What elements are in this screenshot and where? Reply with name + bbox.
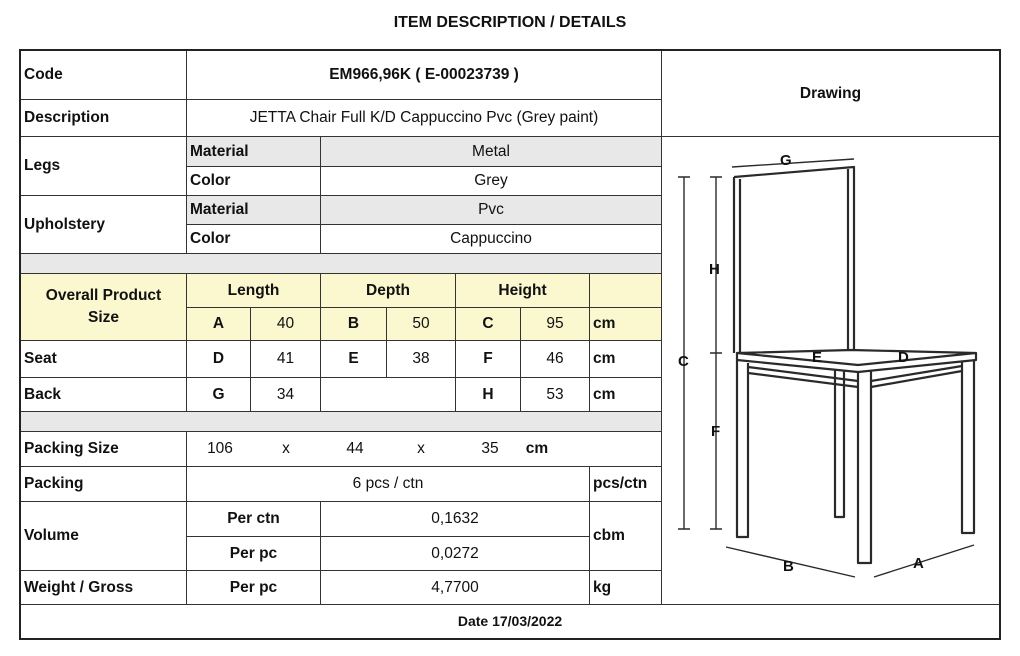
c-value: 95 (546, 315, 564, 332)
packing-unit: pcs/ctn (593, 475, 648, 492)
legs-color-value: Grey (474, 171, 508, 189)
packing-size-length: 106 (207, 440, 233, 457)
packing-size-x2: x (417, 440, 425, 457)
e-value: 38 (412, 350, 430, 367)
dim-g-line (732, 159, 854, 167)
upholstery-material-value: Pvc (478, 200, 504, 218)
d-label: D (212, 350, 225, 367)
drawing-letter-e: E (812, 349, 823, 366)
drawing-letter-c: C (678, 353, 689, 370)
packing-value: 6 pcs / ctn (352, 475, 424, 492)
length-label: Length (227, 281, 280, 299)
upholstery-label: Upholstery (24, 215, 105, 233)
seat-unit: cm (593, 350, 616, 367)
drawing-letter-d: D (898, 349, 909, 366)
description-value: JETTA Chair Full K/D Cappuccino Pvc (Grey paint) (249, 109, 599, 126)
weight-value: 4,7700 (431, 578, 479, 596)
b-value: 50 (412, 315, 430, 332)
a-value: 40 (276, 315, 295, 332)
packing-size-label: Packing Size (24, 440, 119, 457)
g-label: G (212, 385, 225, 403)
upholstery-color-value: Cappuccino (450, 229, 532, 247)
d-value: 41 (276, 350, 295, 367)
e-label: E (348, 350, 359, 367)
packing-label: Packing (24, 475, 84, 492)
weight-label: Weight / Gross (24, 578, 134, 596)
drawing-letter-h: H (709, 261, 720, 278)
packing-size-width: 44 (346, 440, 364, 457)
volume-label: Volume (24, 527, 79, 544)
g-value: 34 (276, 385, 295, 403)
depth-label: Depth (366, 281, 410, 299)
code-value: EM966,96K ( E-00023739 ) (329, 66, 519, 83)
chair-leg (962, 360, 974, 533)
volume-unit: cbm (593, 527, 625, 544)
legs-label: Legs (24, 157, 61, 174)
upholstery-material-label: Material (190, 200, 249, 218)
drawing-letter-a: A (913, 555, 924, 572)
back-label: Back (24, 385, 62, 403)
volume-per-pc-label: Per pc (229, 544, 278, 562)
drawing-letter-f: F (711, 423, 721, 440)
height-label: Height (498, 281, 547, 299)
packing-size-unit: cm (525, 440, 549, 457)
weight-unit: kg (593, 578, 612, 596)
chair-leg (835, 369, 844, 517)
volume-per-pc-value: 0,0272 (431, 544, 479, 562)
overall-size-label: Overall Product Size (45, 287, 162, 326)
date-footer: Date 17/03/2022 (457, 613, 563, 629)
dim-a-line (874, 545, 974, 577)
h-value: 53 (546, 385, 564, 403)
page-title: ITEM DESCRIPTION / DETAILS (393, 14, 627, 31)
chair-backrest (734, 167, 854, 353)
seat-label: Seat (24, 350, 57, 367)
chair-leg (858, 371, 871, 563)
f-label: F (483, 350, 493, 367)
drawing-letter-b: B (783, 558, 794, 575)
code-label: Code (24, 66, 63, 83)
back-unit: cm (593, 385, 616, 403)
packing-size-x1: x (282, 440, 290, 457)
upholstery-color-label: Color (190, 229, 231, 247)
overall-unit: cm (593, 315, 616, 332)
b-label: B (347, 315, 360, 332)
chair-leg (737, 360, 748, 537)
legs-material-value: Metal (472, 142, 510, 160)
legs-color-label: Color (190, 171, 231, 189)
legs-material-label: Material (190, 142, 249, 160)
c-label: C (482, 315, 494, 332)
f-value: 46 (546, 350, 564, 367)
a-label: A (212, 315, 225, 332)
packing-size-height: 35 (481, 440, 499, 457)
description-label: Description (24, 109, 110, 126)
volume-per-ctn-label: Per ctn (227, 510, 280, 527)
drawing-letter-g: G (780, 152, 792, 169)
weight-per-pc-label: Per pc (229, 578, 278, 596)
h-label: H (482, 385, 494, 403)
drawing-label: Drawing (799, 84, 862, 102)
chair-drawing (662, 137, 999, 603)
volume-per-ctn-value: 0,1632 (431, 510, 479, 527)
